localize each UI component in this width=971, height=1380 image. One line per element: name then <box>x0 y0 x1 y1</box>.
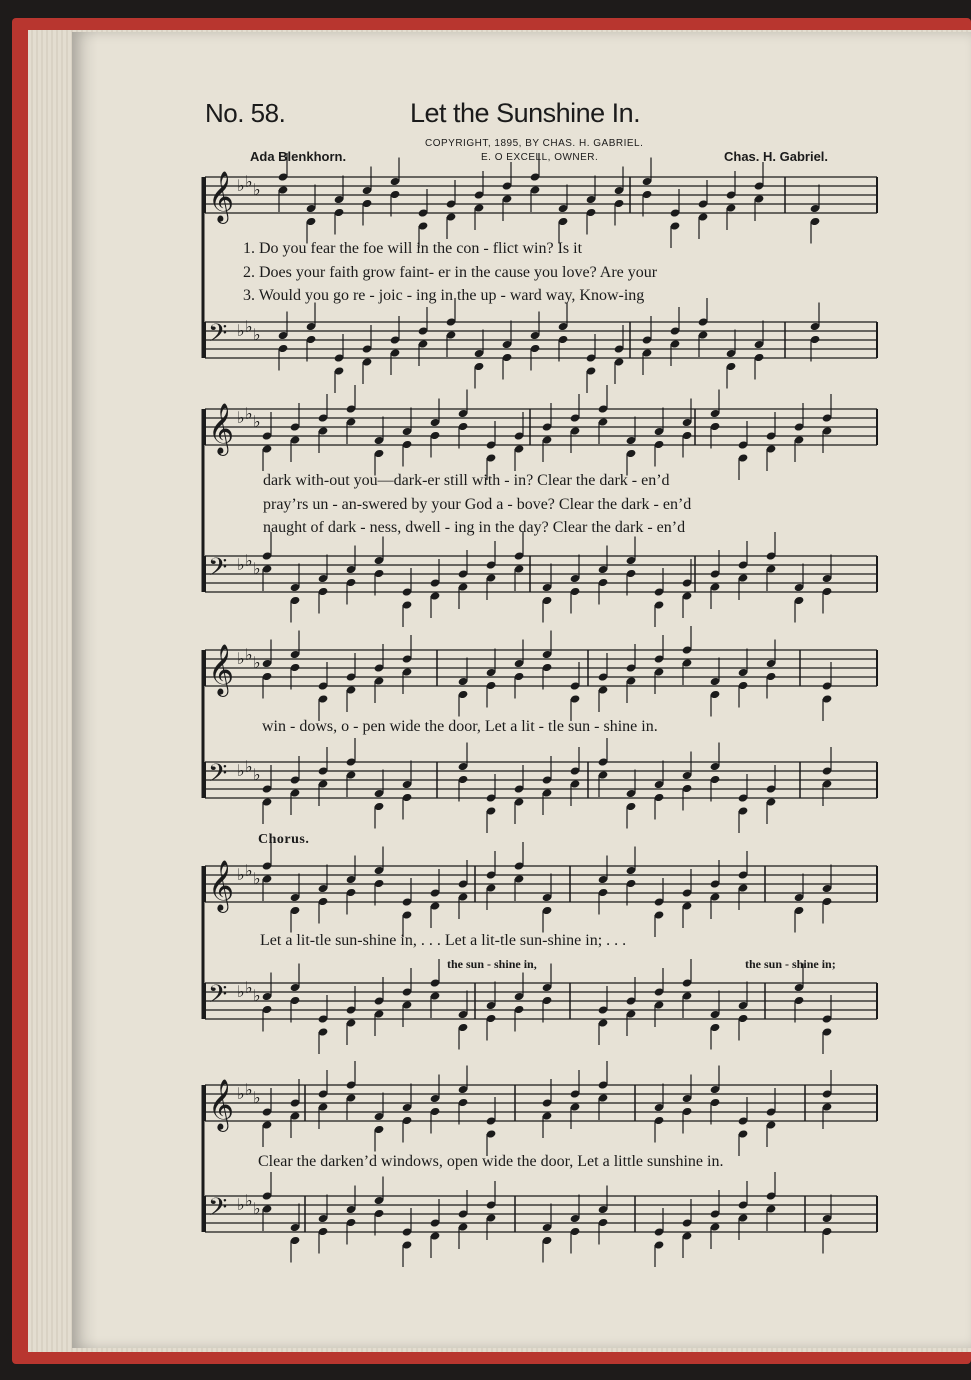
hymn-number: No. 58. <box>205 98 286 128</box>
flat-sign: ♭ <box>245 645 253 664</box>
flat-sign: ♭ <box>253 869 261 888</box>
copyright-line: COPYRIGHT, 1895, BY CHAS. H. GABRIEL. <box>425 138 644 149</box>
flat-sign: ♭ <box>245 861 253 880</box>
treble-clef: 𝄞 <box>208 644 235 695</box>
flat-sign: ♭ <box>253 559 261 578</box>
flat-sign: ♭ <box>253 1088 261 1107</box>
verse2-line1: 2. Does your faith grow faint- er in the cause you love? Are your <box>243 264 658 281</box>
bass-clef: 𝄢 <box>208 980 228 1015</box>
flat-sign: ♭ <box>245 757 253 776</box>
chorus-alto-left: the sun - shine in, <box>447 957 537 971</box>
flat-sign: ♭ <box>253 765 261 784</box>
chorus-line2: Clear the darken’d windows, open wide the door, Let a little sunshine in. <box>258 1153 724 1170</box>
flat-sign: ♭ <box>237 761 245 780</box>
bass-clef: 𝄢 <box>208 1193 228 1228</box>
flat-sign: ♭ <box>237 1195 245 1214</box>
verse1-line1: 1. Do you fear the foe will in the con - flict win? Is it <box>243 240 583 257</box>
flat-sign: ♭ <box>253 412 261 431</box>
flat-sign: ♭ <box>253 986 261 1005</box>
chorus-label: Chorus. <box>258 832 310 847</box>
composer: Chas. H. Gabriel. <box>724 149 829 164</box>
flat-sign: ♭ <box>237 982 245 1001</box>
flat-sign: ♭ <box>253 325 261 344</box>
flat-sign: ♭ <box>245 317 253 336</box>
flat-sign: ♭ <box>253 180 261 199</box>
treble-clef: 𝄞 <box>208 1079 235 1130</box>
flat-sign: ♭ <box>237 555 245 574</box>
flat-sign: ♭ <box>237 1084 245 1103</box>
flat-sign: ♭ <box>253 1199 261 1218</box>
flat-sign: ♭ <box>245 404 253 423</box>
treble-clef: 𝄞 <box>208 171 235 222</box>
bass-clef: 𝄢 <box>208 553 228 588</box>
verse3-line2: naught of dark - ness, dwell - ing in the day? Clear the dark - en’d <box>263 519 686 536</box>
verse3-line1: 3. Would you go re - joic - ing in the up - ward way, Know-ing <box>243 287 645 304</box>
chorus-alto-right: the sun - shine in; <box>745 957 836 971</box>
lyricist: Ada Blenkhorn. <box>250 149 347 164</box>
bass-clef: 𝄢 <box>208 759 228 794</box>
owner-line: E. O EXCELL, OWNER. <box>481 152 599 163</box>
flat-sign: ♭ <box>237 865 245 884</box>
treble-clef: 𝄞 <box>208 403 235 454</box>
flat-sign: ♭ <box>245 1080 253 1099</box>
treble-clef: 𝄞 <box>208 860 235 911</box>
flat-sign: ♭ <box>245 978 253 997</box>
flat-sign: ♭ <box>253 653 261 672</box>
verse2-line2: pray’rs un - an-swered by your God a - bove? Clear the dark - en’d <box>263 496 692 513</box>
bass-clef: 𝄢 <box>208 319 228 354</box>
flat-sign: ♭ <box>245 551 253 570</box>
flat-sign: ♭ <box>237 649 245 668</box>
chorus-line1: Let a lit-tle sun-shine in, . . . Let a lit-tle sun-shine in; . . . <box>260 932 627 949</box>
flat-sign: ♭ <box>237 321 245 340</box>
flat-sign: ♭ <box>237 408 245 427</box>
hymn-title: Let the Sunshine In. <box>410 98 641 128</box>
verse1-line2: dark with-out you—dark-er still with - in? Clear the dark - en’d <box>263 472 670 489</box>
flat-sign: ♭ <box>237 176 245 195</box>
verse-line3: win - dows, o - pen wide the door, Let a lit - tle sun - shine in. <box>262 718 658 735</box>
flat-sign: ♭ <box>245 172 253 191</box>
flat-sign: ♭ <box>245 1191 253 1210</box>
